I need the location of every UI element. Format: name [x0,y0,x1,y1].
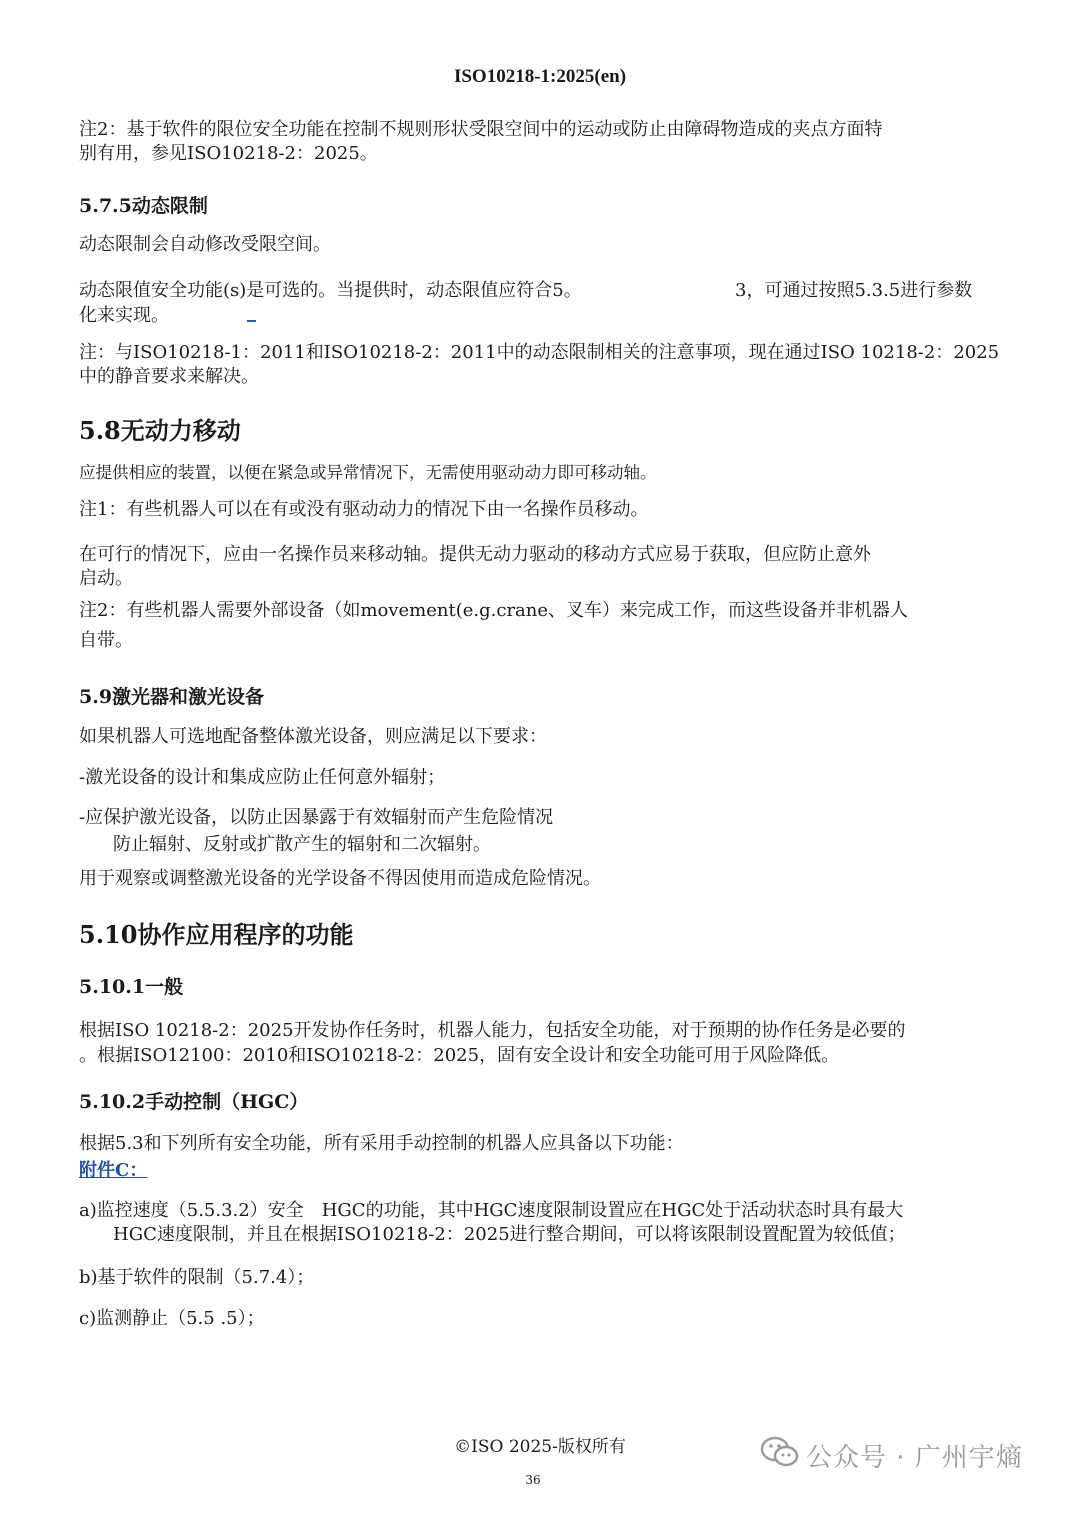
section-5-9-bullet2: -应保护激光设备，以防止因暴露于有效辐射而产生危险情况 [79,807,554,828]
cursor-mark [247,320,256,322]
section-5-8-note2-line1: 注2：有些机器人需要外部设备（如movement(e.g.crane、叉车）来完成工作，而这些设备并非机器人 [79,600,909,621]
section-5-10-2-title: 5.10.2手动控制（HGC） [79,1091,309,1113]
section-5-10-title: 5.10协作应用程序的功能 [79,920,354,949]
section-5-8-para1: 应提供相应的装置，以便在紧急或异常情况下，无需使用驱动动力即可移动轴。 [79,463,657,482]
annex-c-link[interactable]: 附件C： [79,1160,148,1181]
note2-line1: 注2：基于软件的限位安全功能在控制不规则形状受限空间中的运动或防止由障碍物造成的夹点方面特 [79,119,883,140]
wechat-icon [760,1435,800,1469]
note2-line2: 别有用，参见ISO10218-2：2025。 [79,143,378,164]
section-5-7-5-note-line2: 中的静音要求来解决。 [79,366,259,387]
section-5-9-title: 5.9激光器和激光设备 [79,686,265,708]
section-5-8-note1: 注1：有些机器人可以在有或没有驱动动力的情况下由一名操作员移动。 [79,499,649,520]
section-5-9-para2: 用于观察或调整激光设备的光学设备不得因使用而造成危险情况。 [79,868,601,889]
section-5-7-5-para2-line2: 化来实现。 [79,305,169,326]
section-5-7-5-para1: 动态限制会自动修改受限空间。 [79,234,331,255]
page-header: ISO10218-1:2025(en) [453,66,627,87]
item-b: b)基于软件的限制（5.7.4）； [79,1267,315,1288]
section-5-7-5-title: 5.7.5动态限制 [79,195,208,217]
section-5-8-para2-line2: 启动。 [79,568,133,589]
item-a-line2: HGC速度限制，并且在根据ISO10218-2：2025进行整合期间，可以将该限制设置配置为较低值； [113,1224,906,1245]
item-c: c)监测静止（5.5 .5）； [79,1308,265,1329]
section-5-8-note2-line2: 自带。 [79,630,133,651]
section-5-8-para2-line1: 在可行的情况下，应由一名操作员来移动轴。提供无动力驱动的移动方式应易于获取，但应防止意外 [79,544,871,565]
section-5-10-1-para-line2: 。根据ISO12100：2010和ISO10218-2：2025，固有安全设计和安全功能可用于风险降低。 [79,1045,840,1066]
watermark-text: 公众号 · 广州宇熵 [806,1443,1023,1473]
section-5-10-1-title: 5.10.1一般 [79,976,184,998]
section-5-8-title: 5.8无动力移动 [79,416,241,445]
section-5-9-bullet2-cont: 防止辐射、反射或扩散产生的辐射和二次辐射。 [113,834,491,855]
section-5-7-5-para2-line1a: 动态限值安全功能(s)是可选的。当提供时，动态限值应符合5。 [79,280,582,301]
section-5-10-1-para-line1: 根据ISO 10218-2：2025开发协作任务时，机器人能力，包括安全功能，对于预期的协作任务是必要的 [79,1020,906,1041]
item-a-line1: a)监控速度（5.5.3.2）安全 HGC的功能，其中HGC速度限制设置应在HGC处于活动状态时具有最大 [79,1200,904,1221]
section-5-7-5-note-line1: 注：与ISO10218-1：2011和ISO10218-2：2011中的动态限制相关的注意事项，现在通过ISO 10218-2：2025 [79,342,1000,363]
copyright-footer: ©ISO 2025-版权所有 [454,1437,626,1457]
section-5-9-bullet1: -激光设备的设计和集成应防止任何意外辐射； [79,767,446,788]
section-5-9-para1: 如果机器人可选地配备整体激光设备，则应满足以下要求： [79,726,547,747]
section-5-7-5-para2-line1b: 3，可通过按照5.3.5进行参数 [735,280,973,301]
page-number: 36 [525,1473,541,1487]
section-5-10-2-para1: 根据5.3和下列所有安全功能，所有采用手动控制的机器人应具备以下功能： [79,1133,684,1154]
